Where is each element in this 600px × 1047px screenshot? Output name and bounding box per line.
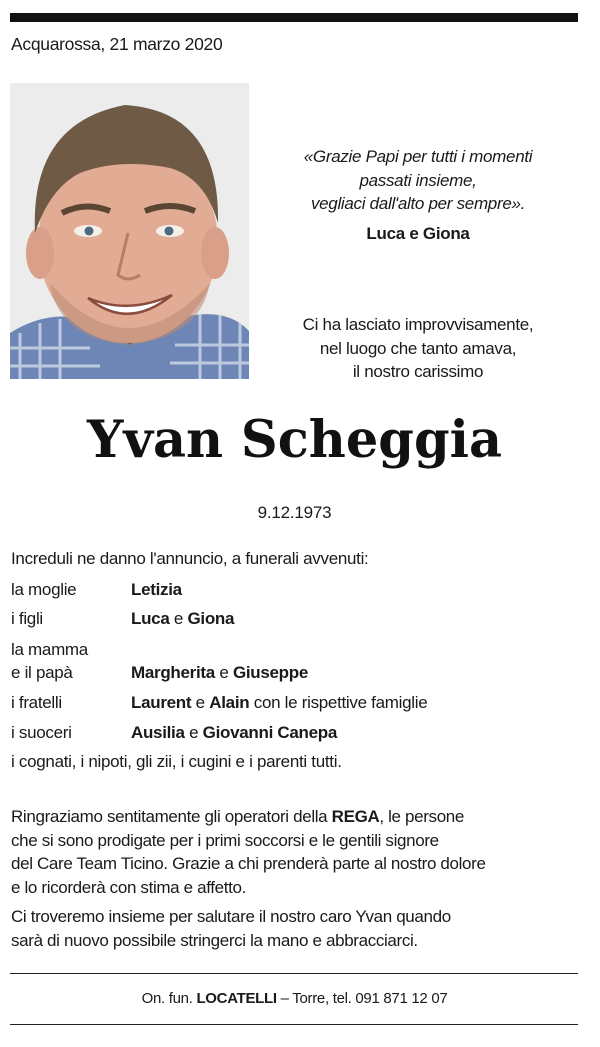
thanks-text: Ringraziamo sentitamente gli operatori della	[11, 807, 332, 826]
family-name: Giovanni Canepa	[202, 723, 338, 742]
thanks-paragraph	[11, 805, 581, 899]
family-name: Ausilia	[131, 723, 185, 742]
family-name: Luca	[131, 609, 170, 628]
conjunction: e	[169, 609, 188, 628]
birth-date: 9.12.1973	[257, 503, 332, 522]
thanks-line: e lo ricorderà con stima e affetto.	[11, 877, 247, 897]
family-names	[131, 578, 182, 601]
intro-line: nel luogo che tanto amava,	[319, 338, 517, 358]
deceased-name: Yvan Scheggia	[86, 410, 503, 470]
thanks-line	[11, 805, 581, 829]
divider	[10, 1024, 578, 1025]
thanks-line: che si sono prodigate per i primi soccorsi e le gentili signore	[11, 830, 439, 850]
closing-line: Ci troveremo insieme per salutare il nostro caro Yvan quando	[11, 907, 451, 926]
family-name: Letizia	[131, 580, 182, 599]
relation-label: i fratelli	[11, 693, 62, 712]
intro-line: il nostro carissimo	[352, 362, 484, 381]
funeral-prefix: On. fun.	[141, 990, 197, 1007]
thanks-bold: REGA	[331, 807, 380, 826]
relation-label: i suoceri	[11, 723, 72, 742]
thanks-text: , le persone	[379, 807, 465, 826]
thanks-line: del Care Team Ticino. Grazie a chi prenderà parte al nostro dolore	[11, 854, 486, 873]
family-name: Laurent	[131, 693, 192, 712]
dateline: Acquarossa, 21 marzo 2020	[11, 34, 223, 54]
portrait-photo	[10, 83, 249, 379]
intro-line: Ci ha lasciato improvvisamente,	[302, 315, 534, 334]
family-name: Giuseppe	[232, 663, 309, 682]
closing-line: sarà di nuovo possibile stringerci la mano e abbracciarci.	[11, 930, 418, 950]
family-name: Alain	[209, 693, 250, 712]
family-name: Margherita	[131, 663, 215, 682]
relation-label-line: e il papà	[11, 663, 73, 682]
relation-label: la moglie	[11, 580, 77, 599]
relatives-line: i cognati, i nipoti, gli zii, i cugini e i parenti tutti.	[11, 752, 342, 771]
family-names	[131, 607, 234, 630]
divider	[10, 973, 578, 974]
family-suffix: con le rispettive famiglie	[249, 693, 428, 712]
intro-text	[268, 313, 568, 384]
funeral-name: LOCATELLI	[196, 990, 277, 1007]
quote-line: «Grazie Papi per tutti i momenti	[303, 147, 533, 166]
funeral-suffix: – Torre, tel. 091 871 12 07	[276, 990, 448, 1007]
conjunction: e	[214, 663, 233, 682]
closing-paragraph	[11, 905, 581, 952]
relation-label: i figli	[11, 609, 43, 628]
family-row-genitori	[11, 638, 581, 684]
family-names	[131, 691, 427, 714]
conjunction: e	[184, 723, 203, 742]
quote-line: passati insieme,	[359, 170, 477, 190]
conjunction: e	[191, 693, 210, 712]
top-rule	[10, 13, 578, 22]
relation-label-line: la mamma	[11, 640, 88, 659]
tribute-quote	[268, 145, 568, 216]
relation-label	[11, 638, 126, 684]
family-name: Giona	[187, 609, 235, 628]
quote-line: vegliaci dall'alto per sempre».	[310, 194, 526, 213]
announcement: Increduli ne danno l'annuncio, a funerali avvenuti:	[11, 549, 369, 568]
funeral-home	[0, 990, 589, 1007]
family-names	[131, 661, 308, 684]
quote-signature: Luca e Giona	[366, 224, 470, 243]
family-names	[131, 721, 337, 744]
